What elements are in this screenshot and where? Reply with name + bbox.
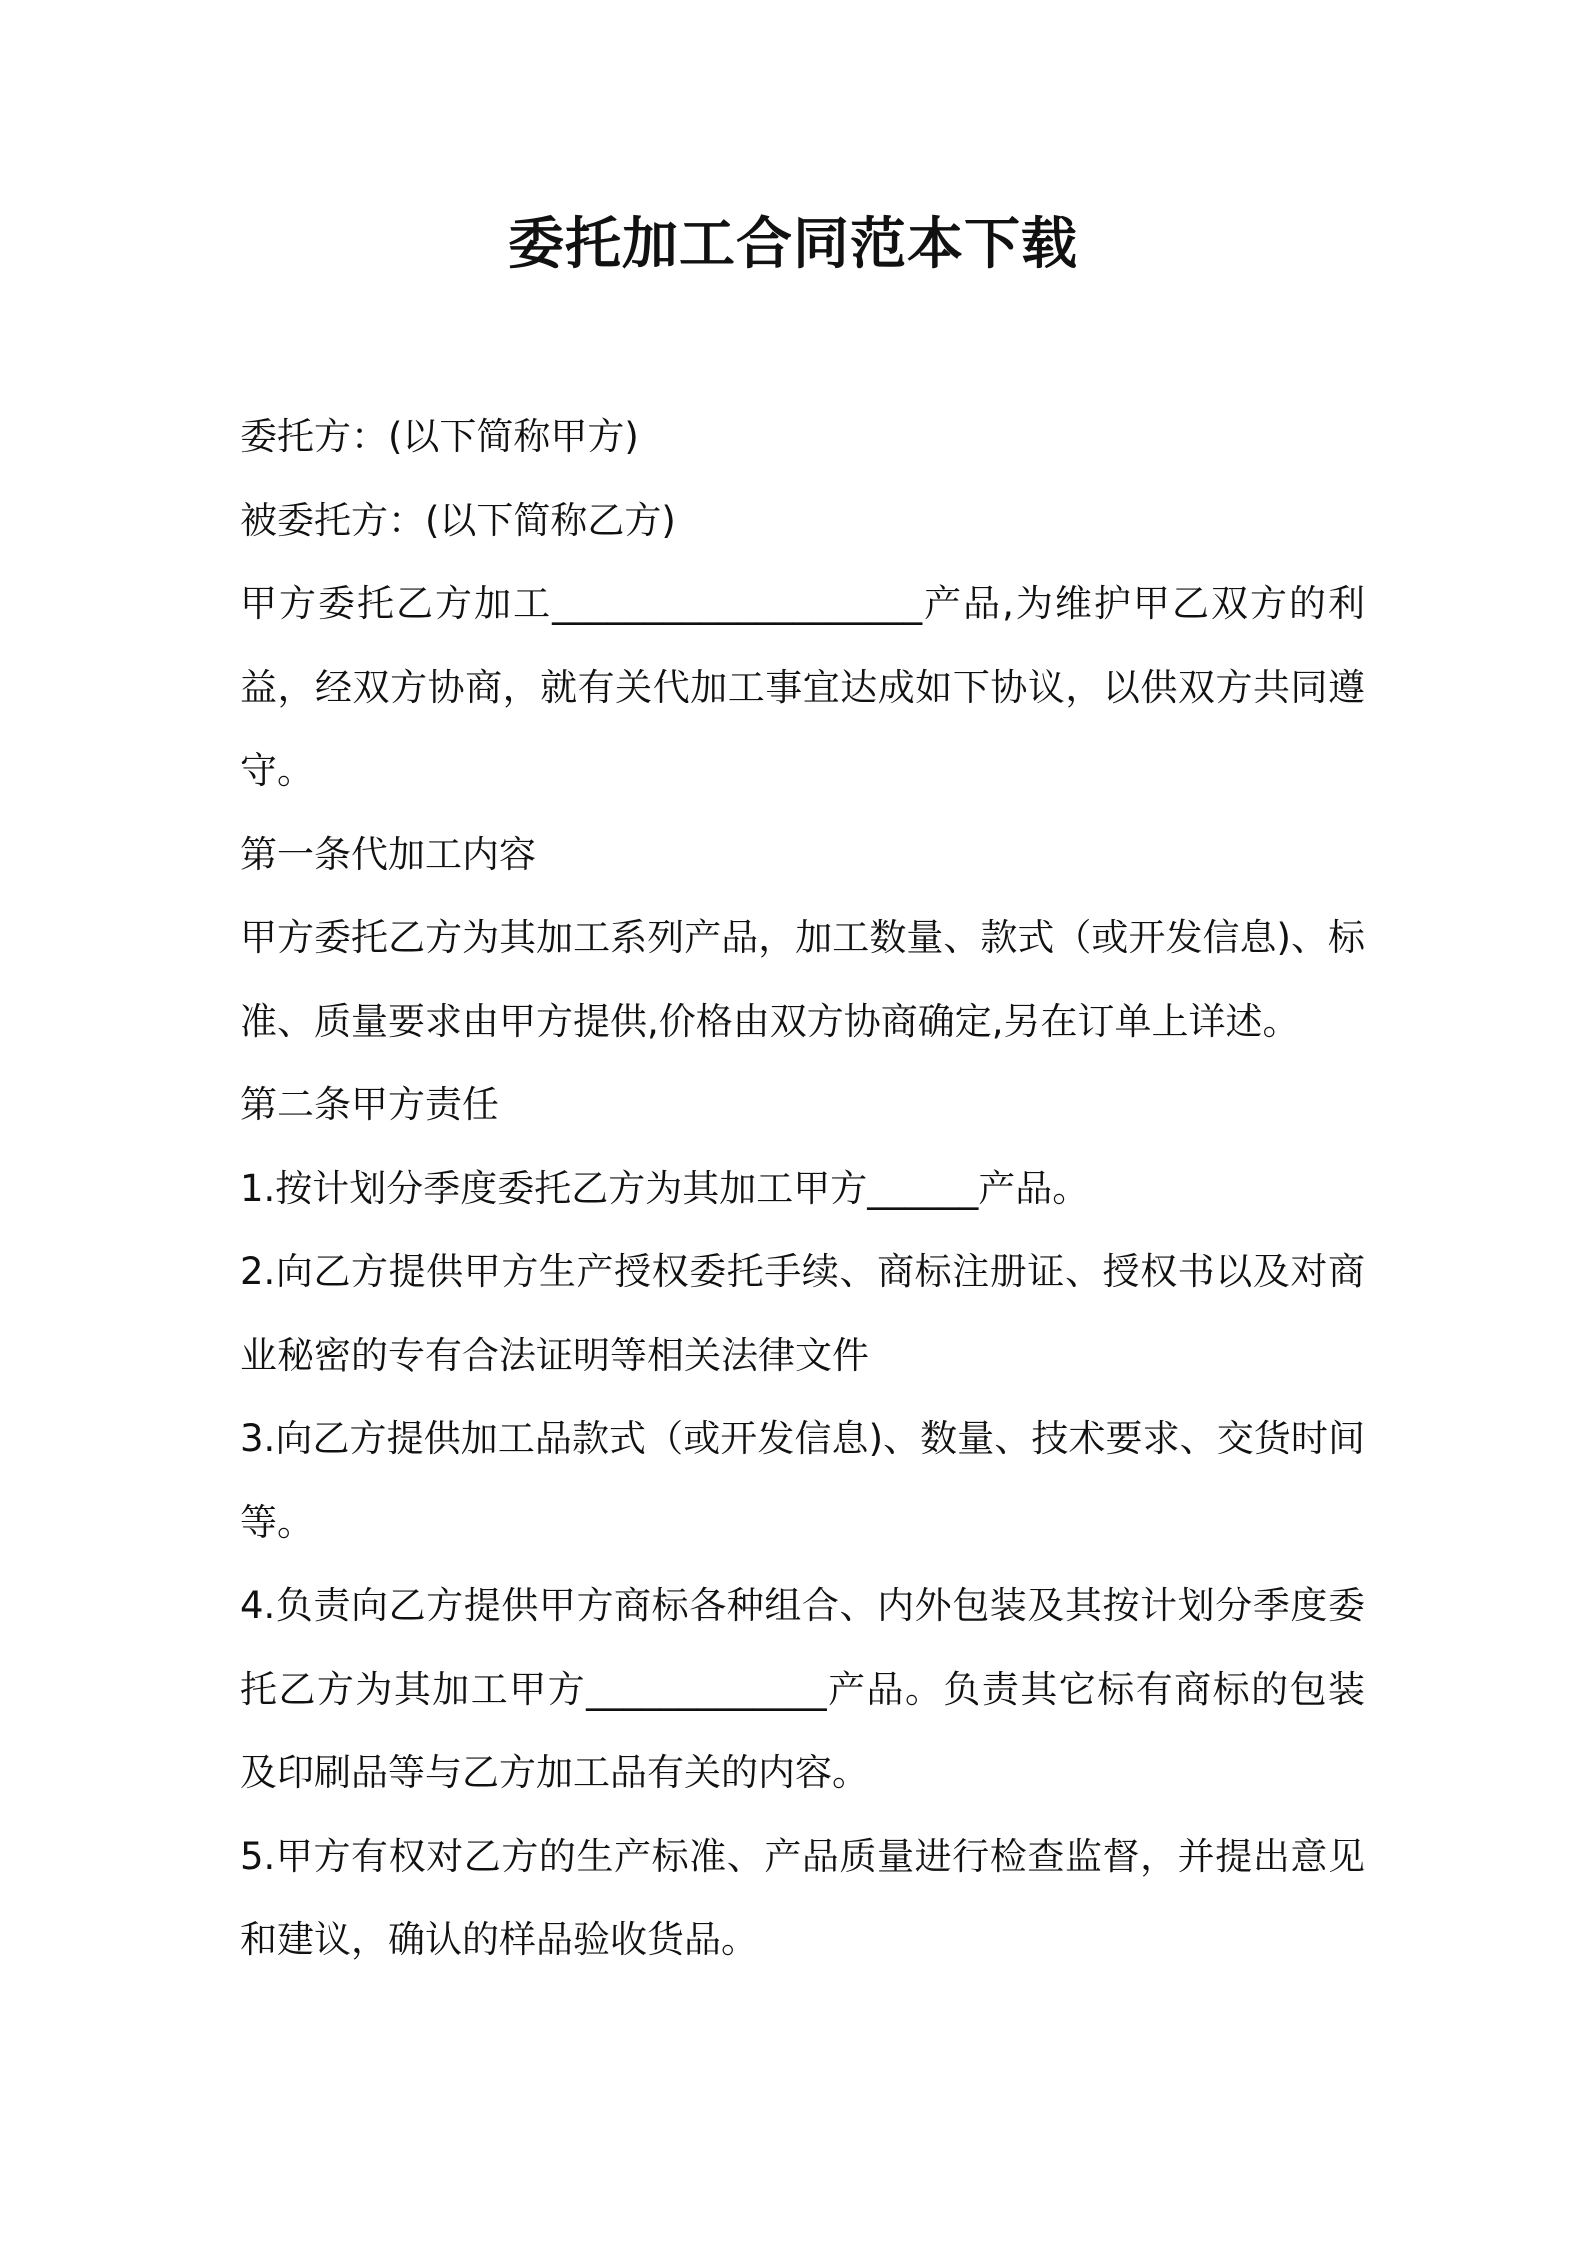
article-2-item-1: 1.按计划分季度委托乙方为其加工甲方______产品。: [240, 1166, 1090, 1210]
document-title: 委托加工合同范本下载: [508, 212, 1078, 277]
article-2-item-2: 2.向乙方提供甲方生产授权委托手续、商标注册证、授权书以及对商业秘密的专有合法证明等相关法律文件: [240, 1250, 1365, 1377]
paragraph-preamble: 甲方委托乙方加工____________________产品,为维护甲乙双方的利益，经双方协商，就有关代加工事宜达成如下协议，以供双方共同遵守。: [240, 582, 1365, 792]
document-body: [240, 395, 1365, 1982]
article-2-item-3: 3.向乙方提供加工品款式（或开发信息)、数量、技术要求、交货时间等。: [240, 1417, 1365, 1544]
article-2-heading: 第二条甲方责任: [240, 1083, 499, 1126]
article-1-content: 甲方委托乙方为其加工系列产品，加工数量、款式（或开发信息)、标准、质量要求由甲方提供,价格由双方协商确定,另在订单上详述。: [240, 916, 1365, 1043]
article-2-item-5: 5.甲方有权对乙方的生产标准、产品质量进行检查监督，并提出意见和建议，确认的样品验收货品。: [240, 1834, 1365, 1961]
paragraph-contractor: 被委托方：(以下简称乙方): [240, 498, 676, 542]
article-1-heading: 第一条代加工内容: [240, 832, 536, 876]
article-2-item-4: 4.负责向乙方提供甲方商标各种组合、内外包装及其按计划分季度委托乙方为其加工甲方_____________产品。负责其它标有商标的包装及印刷品等与乙方加工品有关的内容。: [240, 1584, 1365, 1794]
paragraph-client: 委托方：(以下简称甲方): [240, 415, 639, 458]
